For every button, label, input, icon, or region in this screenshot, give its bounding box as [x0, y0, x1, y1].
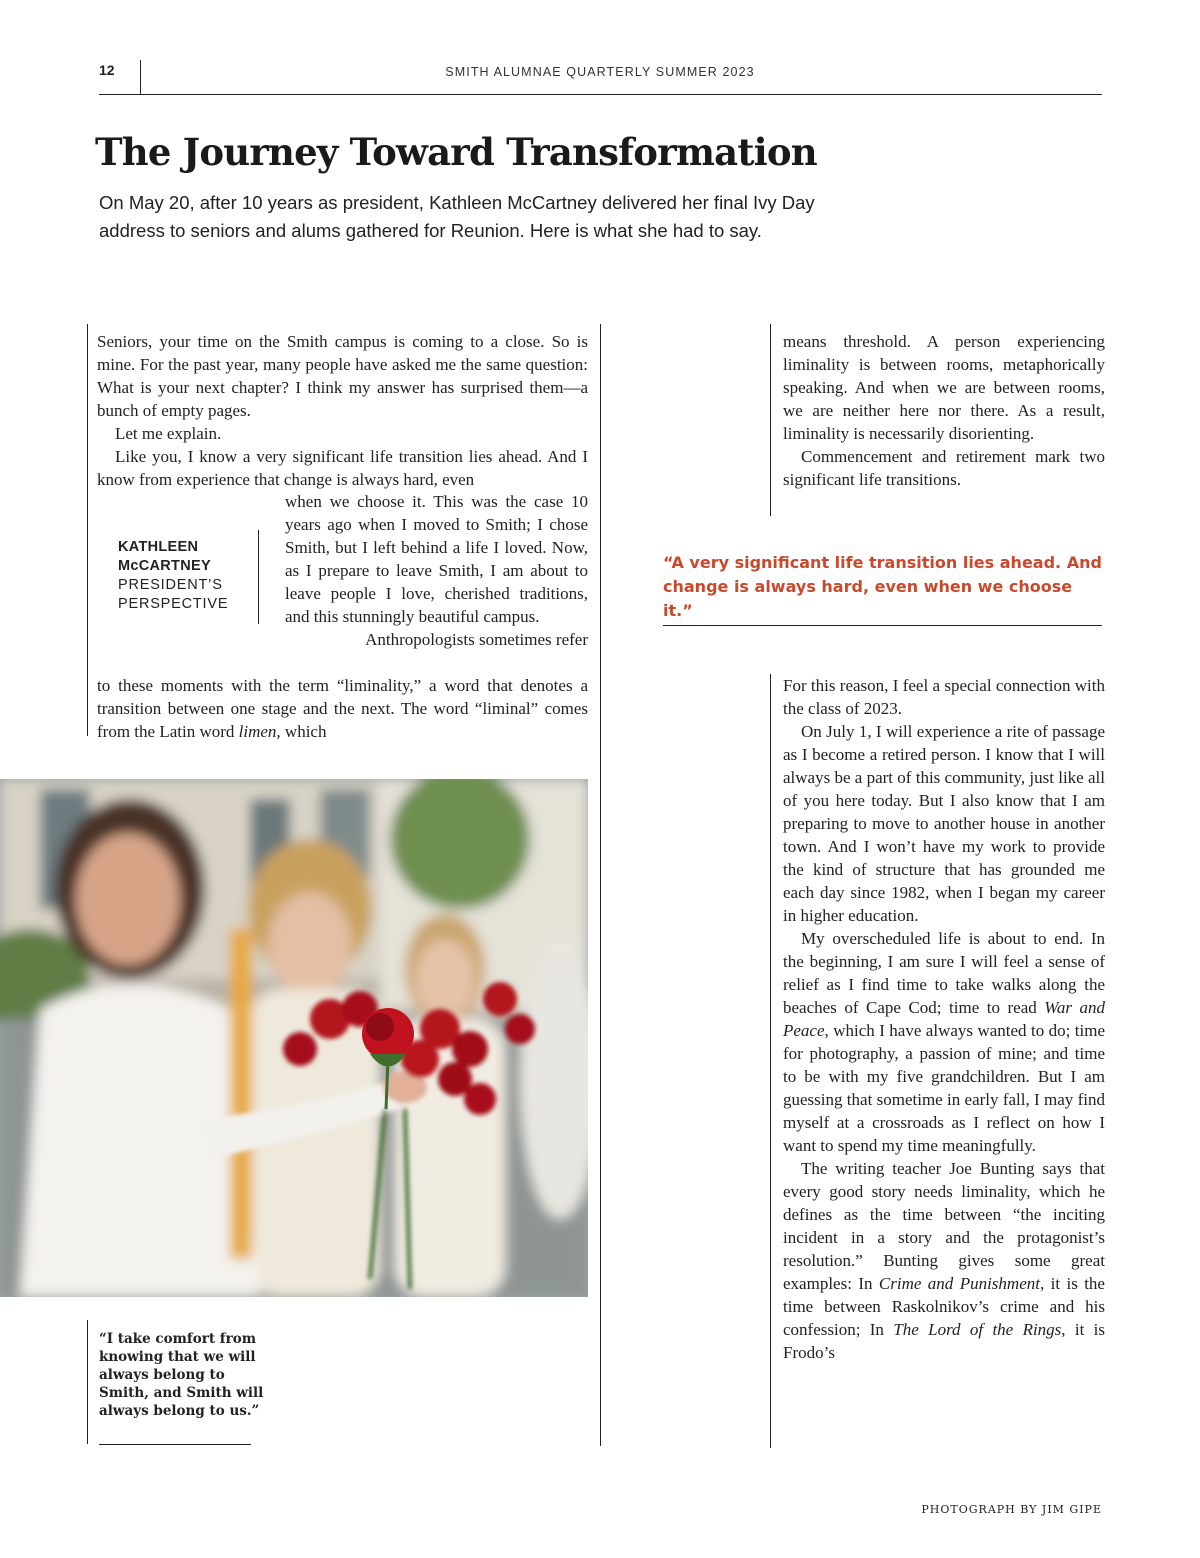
- text-run: , it is the time between Raskolnikov’s crime and his confession; In: [783, 1274, 1105, 1339]
- header-rule: [99, 94, 1102, 95]
- text-run: to these moments with the term “liminality,” a word that denotes a transition between one stage and the next. The word “liminal” comes from the Latin word: [97, 676, 588, 741]
- paragraph: On July 1, I will experience a rite of passage as I become a retired person. I know that I will always be a part of this community, just like all of you here today. But I also know that I am preparing to move to another house in another town. And I won’t have my work to provide the kind of structure that has grounded me each day since 1982, when I began my career in higher education.: [783, 722, 1105, 925]
- book-title: War and Peace: [783, 998, 1106, 1040]
- paragraph: Commencement and retirement mark two significant life transitions.: [783, 447, 1105, 489]
- byline-rule: [258, 530, 259, 624]
- pull-quote-rule: [663, 625, 1102, 626]
- text-run: , which I have always wanted to do; time for photography, a passion of mine; and time to be with my five grandchildren. But I am guessing that sometime in early fall, I may find myself at a crossroads as I reflect on how I want to spend my time meaningfully.: [783, 1021, 1105, 1155]
- italic-word: limen,: [238, 722, 281, 741]
- text-run: which: [284, 722, 327, 741]
- section-label: PRESIDENT’S: [118, 577, 223, 593]
- column-1: [97, 330, 588, 491]
- photo-graduates-with-roses: [0, 779, 588, 1297]
- page-number: 12: [99, 62, 115, 78]
- author-name: McCARTNEY: [118, 558, 211, 574]
- dek-line: On May 20, after 10 years as president, Kathleen McCartney delivered her final Ivy Day: [99, 192, 815, 213]
- paragraph: [783, 927, 1105, 1157]
- article-title: The Journey Toward Transformation: [95, 130, 817, 174]
- photo-illustration: [0, 779, 588, 1297]
- author-name: KATHLEEN: [118, 539, 199, 555]
- caption-quote: “I take comfort from knowing that we will always belong to Smith, and Smith will always belong to us.”: [99, 1331, 264, 1419]
- publication-header: SMITH ALUMNAE QUARTERLY SUMMER 2023: [445, 65, 755, 79]
- dek-line: address to seniors and alums gathered for Reunion. Here is what she had to say.: [99, 220, 762, 241]
- paragraph: Anthropologists sometimes refer: [365, 630, 588, 649]
- column-rule: [87, 324, 88, 736]
- column-2-continued: [783, 674, 1105, 1364]
- column-rule: [87, 1320, 88, 1444]
- paragraph: Seniors, your time on the Smith campus is coming to a close. So is mine. For the past year, many people have asked me the same question: What is your next chapter? I think my answer has surprised them—a bunch of empty pages.: [97, 332, 588, 420]
- caption-rule: [99, 1444, 251, 1445]
- paragraph: [97, 674, 588, 743]
- text-run: The writing teacher Joe Bunting says that every good story needs liminality, which he defines as the time between “the inciting incident in a story and the protagonist’s resolution.” Bunting gives some great examples: In: [783, 1159, 1105, 1293]
- paragraph: means threshold. A person experiencing liminality is between rooms, metaphorically speaking. And when we are between rooms, we are neither here nor there. As a result, liminality is necessarily disorienting.: [783, 332, 1105, 443]
- paragraph: For this reason, I feel a special connection with the class of 2023.: [783, 676, 1105, 718]
- photo-credit: PHOTOGRAPH BY JIM GIPE: [921, 1503, 1102, 1516]
- paragraph: [783, 1157, 1105, 1364]
- column-rule: [770, 674, 771, 1448]
- section-label: PERSPECTIVE: [118, 596, 229, 612]
- column-1-continued: [97, 674, 588, 743]
- text-run: My overscheduled life is about to end. In the beginning, I am sure I will feel a sense of relief as I find time to take walks along the beaches of Cape Cod; time to read: [783, 929, 1105, 1017]
- column-rule: [600, 324, 601, 1446]
- column-rule: [770, 324, 771, 516]
- column-2: [783, 330, 1105, 491]
- book-title: Crime and Punishment: [878, 1274, 1040, 1293]
- column-1-wrap: [285, 490, 588, 651]
- book-title: The Lord of the Rings: [893, 1320, 1062, 1339]
- paragraph: Let me explain.: [115, 424, 222, 443]
- text-run: , it is Frodo’s: [783, 1320, 1106, 1362]
- paragraph: when we choose it. This was the case 10 years ago when I moved to Smith; I chose Smith, but I left behind a life I loved. Now, as I prepare to leave Smith, I am about to leave people I love, cherished traditions, and this stunningly beautiful campus.: [285, 492, 588, 626]
- pull-quote: “A very significant life transition lies ahead. And change is always hard, even when we choose it.”: [663, 553, 1102, 620]
- paragraph: Like you, I know a very significant life transition lies ahead. And I know from experience that change is always hard, even: [97, 447, 588, 489]
- article-dek: [99, 189, 919, 245]
- byline: [118, 538, 228, 614]
